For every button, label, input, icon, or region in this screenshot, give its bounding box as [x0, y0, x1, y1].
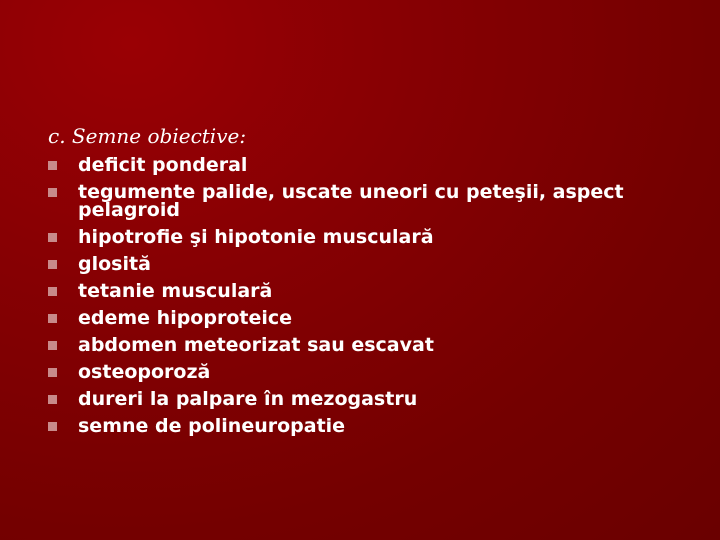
list-item	[48, 183, 688, 219]
list-item-text: dureri la palpare în mezogastru	[78, 388, 418, 410]
list-item	[48, 309, 688, 327]
list-item-text: deficit ponderal	[78, 154, 248, 176]
bullet-list	[48, 156, 688, 444]
slide-heading: c. Semne obiective:	[48, 124, 247, 148]
square-bullet-icon	[48, 314, 57, 323]
square-bullet-icon	[48, 287, 57, 296]
list-item	[48, 363, 688, 381]
list-item	[48, 282, 688, 300]
list-item	[48, 390, 688, 408]
list-item	[48, 228, 688, 246]
list-item-text: tetanie musculară	[78, 280, 273, 302]
list-item	[48, 156, 688, 174]
square-bullet-icon	[48, 233, 57, 242]
list-item-text: abdomen meteorizat sau escavat	[78, 334, 434, 356]
list-item	[48, 336, 688, 354]
list-item-text: tegumente palide, uscate uneori cu peteşii, aspect pelagroid	[78, 181, 624, 221]
square-bullet-icon	[48, 188, 57, 197]
square-bullet-icon	[48, 422, 57, 431]
list-item	[48, 255, 688, 273]
list-item-text: semne de polineuropatie	[78, 415, 346, 437]
square-bullet-icon	[48, 395, 57, 404]
list-item	[48, 417, 688, 435]
square-bullet-icon	[48, 341, 57, 350]
list-item-text: osteoporoză	[78, 361, 211, 383]
list-item-text: edeme hipoproteice	[78, 307, 293, 329]
square-bullet-icon	[48, 260, 57, 269]
square-bullet-icon	[48, 161, 57, 170]
list-item-text: glosită	[78, 253, 151, 275]
list-item-text: hipotrofie şi hipotonie musculară	[78, 226, 434, 248]
square-bullet-icon	[48, 368, 57, 377]
